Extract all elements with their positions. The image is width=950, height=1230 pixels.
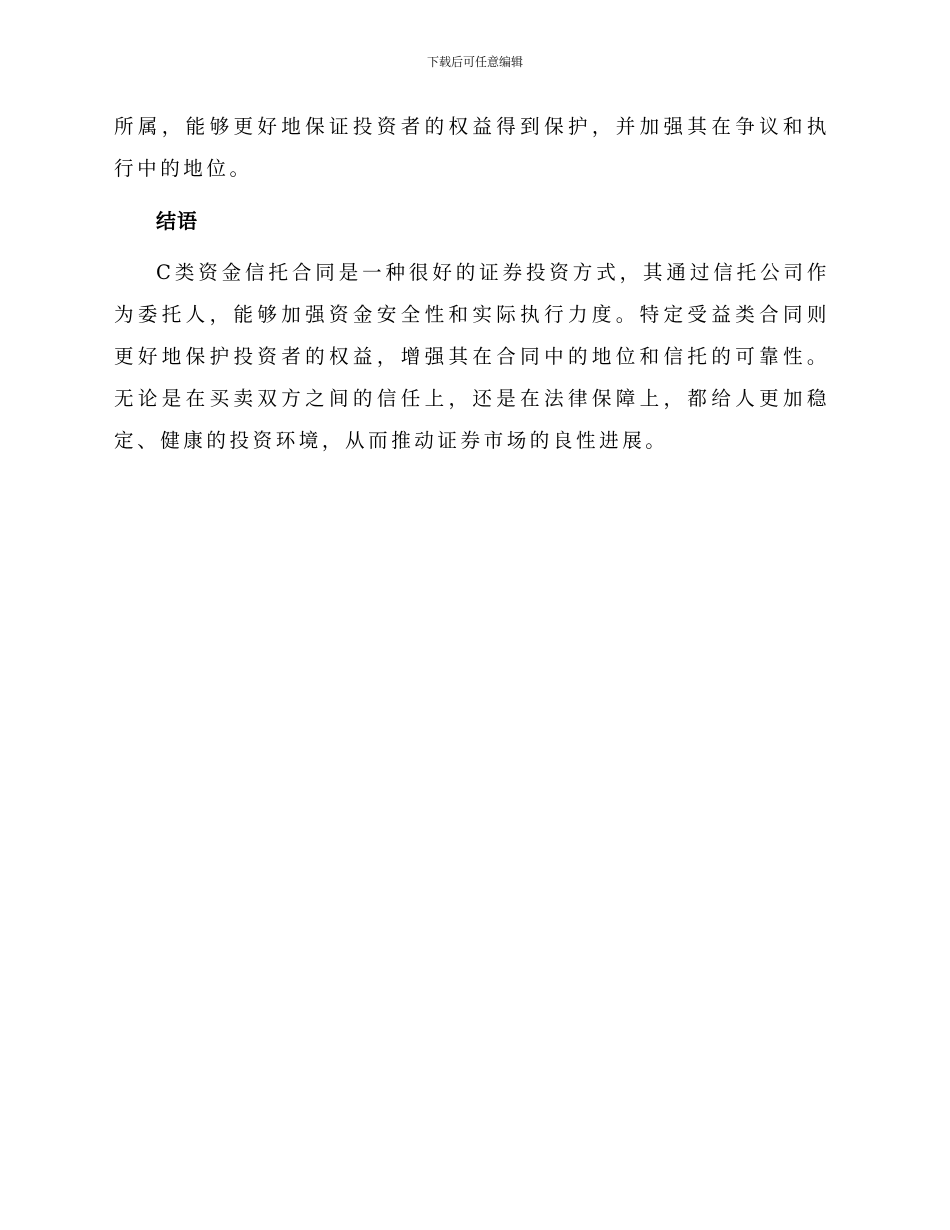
paragraph-continuation: 所属，能够更好地保证投资者的权益得到保护，并加强其在争议和执行中的地位。 <box>114 115 830 180</box>
paragraph-conclusion: C类资金信托合同是一种很好的证券投资方式，其通过信托公司作为委托人，能够加强资金安全性和实际执行力度。特定受益类合同则更好地保护投资者的权益，增强其在合同中的地位和信托的可靠性。无论是在买卖双方之间的信任上，还是在法律保障上，都给人更加稳定、健康的投资环境，从而推动证券市场的良性进展。 <box>114 261 830 452</box>
page-header-note: 下载后可任意编辑 <box>426 55 523 69</box>
section-heading-conclusion: 结语 <box>156 209 198 233</box>
